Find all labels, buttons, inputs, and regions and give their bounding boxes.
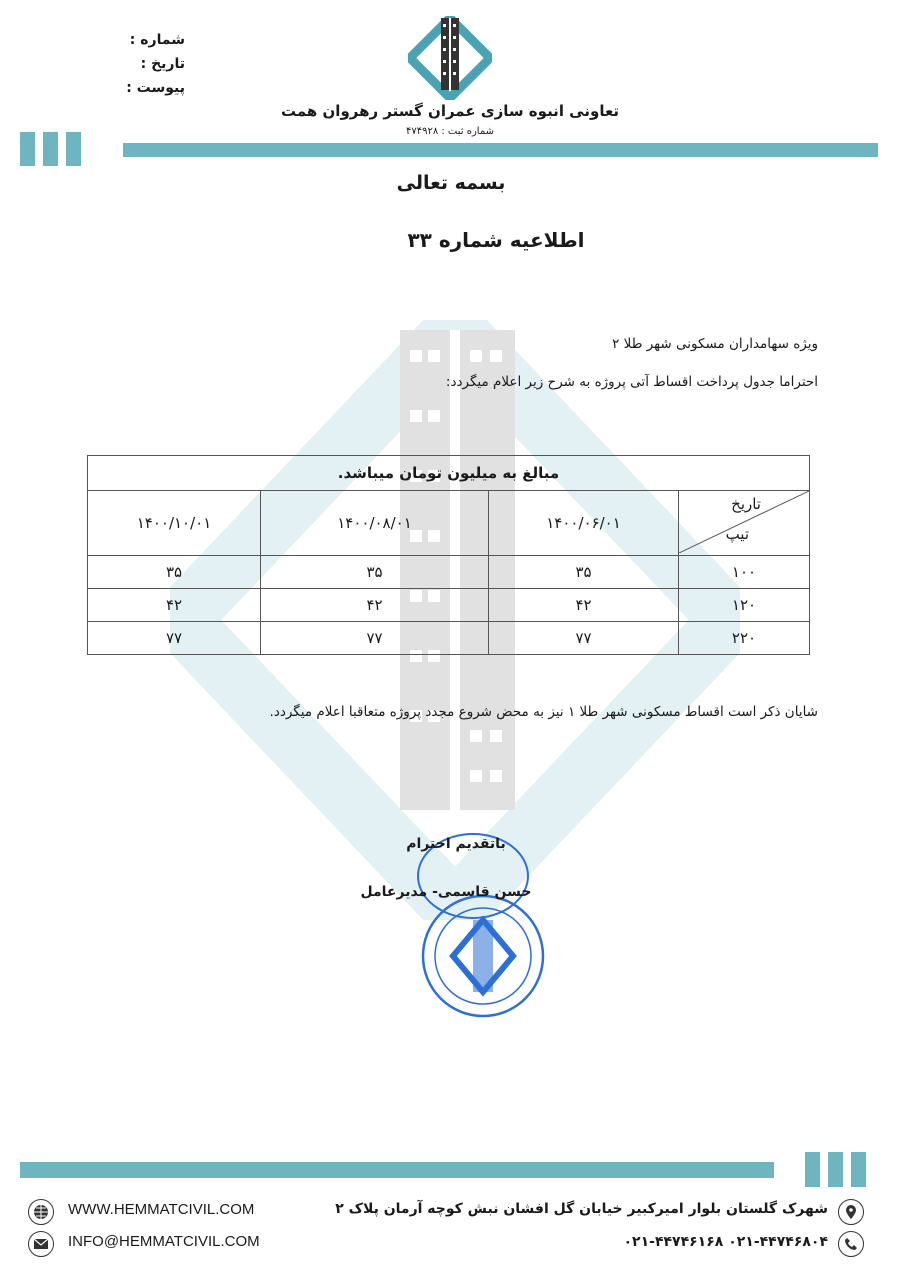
footnote-line: شایان ذکر است اقساط مسکونی شهر طلا ۱ نیز به محض شروع مجدد پروژه متعاقبا اعلام میگردد. [269, 704, 818, 720]
type-cell: ۱۲۰ [679, 589, 810, 622]
mail-icon [28, 1231, 54, 1257]
intro-line: احتراما جدول پرداخت اقساط آتی پروژه به شرح زیر اعلام میگردد: [445, 374, 818, 390]
signer-name: حسن قاسمی- مدیرعامل [360, 884, 532, 900]
number-label: شماره : [129, 32, 185, 48]
table-row [88, 622, 810, 655]
amount-cell: ۳۵ [261, 556, 489, 589]
corner-date-label: تاریخ [731, 495, 761, 513]
date-label: تاریخ : [140, 56, 185, 72]
email-link[interactable]: INFO@HEMMATCIVIL.COM [68, 1233, 260, 1250]
company-logo [408, 16, 492, 100]
type-cell: ۱۰۰ [679, 556, 810, 589]
amount-cell: ۷۷ [489, 622, 679, 655]
company-name: تعاونی انبوه سازی عمران گستر رهروان همت [280, 102, 620, 120]
recipient-line: ویژه سهامداران مسکونی شهر طلا ۲ [612, 336, 818, 352]
type-cell: ۲۲۰ [679, 622, 810, 655]
table-header-row [88, 491, 810, 556]
amount-cell: ۷۷ [261, 622, 489, 655]
phone-numbers: ۰۲۱-۴۴۷۴۶۸۰۴ ۰۲۱-۴۴۷۴۶۱۶۸ [623, 1234, 828, 1250]
notice-title: اطلاعیه شماره ۳۳ [407, 228, 585, 252]
header-band [123, 143, 878, 157]
amount-cell: ۴۲ [489, 589, 679, 622]
decorative-bars-bottom [805, 1152, 874, 1191]
amount-cell: ۷۷ [88, 622, 261, 655]
amount-cell: ۳۵ [489, 556, 679, 589]
registration-number: شماره ثبت : ۴۷۴۹۲۸ [405, 126, 495, 137]
company-stamp [405, 828, 555, 1023]
corner-type-label: تیپ [725, 525, 749, 543]
address-line: شهرک گلستان بلوار امیرکبیر خیابان گل افشان نبش کوچه آرمان پلاک ۲ [335, 1201, 828, 1217]
date-header: ۱۴۰۰/۰۸/۰۱ [261, 491, 489, 556]
table-row [88, 589, 810, 622]
amount-cell: ۴۲ [261, 589, 489, 622]
document-meta [0, 28, 185, 100]
corner-cell [679, 491, 810, 556]
date-header: ۱۴۰۰/۰۶/۰۱ [489, 491, 679, 556]
website-link[interactable]: WWW.HEMMATCIVIL.COM [68, 1201, 255, 1218]
footer-band [20, 1162, 774, 1178]
payment-table [87, 455, 810, 655]
amount-cell: ۴۲ [88, 589, 261, 622]
table-caption: مبالغ به میلیون تومان میباشد. [88, 456, 810, 491]
amount-cell: ۳۵ [88, 556, 261, 589]
globe-icon [28, 1199, 54, 1225]
location-pin-icon [838, 1199, 864, 1225]
table-row [88, 556, 810, 589]
attachment-label: پیوست : [126, 80, 185, 96]
table-caption-row [88, 456, 810, 491]
closing-regards: باتقدیم احترام [406, 836, 506, 852]
decorative-bars-top [20, 132, 89, 170]
phone-icon [838, 1231, 864, 1257]
date-header: ۱۴۰۰/۱۰/۰۱ [88, 491, 261, 556]
bismillah-heading: بسمه تعالی [396, 172, 506, 194]
